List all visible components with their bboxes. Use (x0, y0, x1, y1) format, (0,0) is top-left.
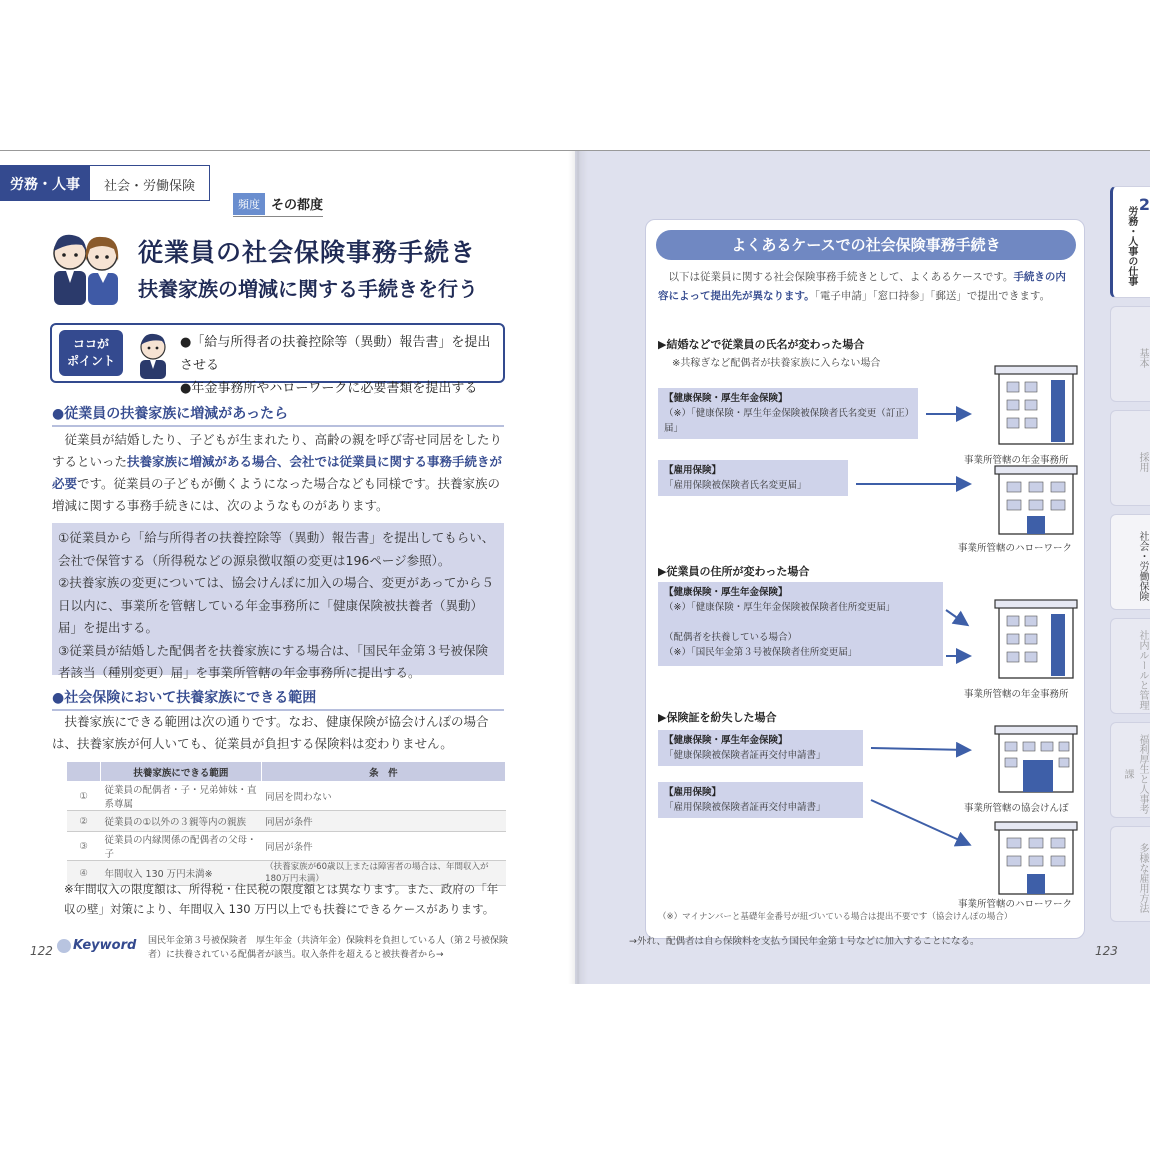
form-box: 【健康保険・厚生年金保険】 「健康保険被保険者証再交付申請書」 (658, 730, 863, 766)
page-subtitle: 扶養家族の増減に関する手続きを行う (138, 277, 478, 301)
destination-label: 事業所管轄の年金事務所 (964, 689, 1069, 700)
building-icon (991, 816, 1081, 896)
keyword-text: 国民年金第３号被保険者 厚生年金（共済年金）保険料を負担している人（第２号被保険者）に扶養されている配偶者が該当。収入条件を超えると被扶養者から→ (148, 936, 509, 960)
building-icon (991, 462, 1081, 536)
employees-illustration (48, 227, 124, 305)
chapter-tag: 労務・人事 (0, 165, 90, 201)
page-number: 123 (1095, 944, 1118, 958)
destination-label: 事業所管轄の年金事務所 (964, 455, 1069, 466)
list-item: ③従業員が結婚した配偶者を扶養家族にする場合は、「国民年金第３号被保険者該当（種別変更）届」を事業所管轄の年金事務所に提出する。 (58, 642, 488, 680)
form-box: 【健康保険・厚生年金保険】 （※）「健康保険・厚生年金保険被保険者住所変更届」 （配偶者を扶養している場合） （※）「国民年金第３号被保険者住所変更届」 (658, 582, 943, 666)
footnote: ※年間収入の限度額は、所得税・住民税の限度額とは異なります。また、政府の「年収の壁」対策により、年間収入 130 万円以上でも扶養にできるケースがあります。 (64, 882, 499, 916)
index-tab[interactable]: 採用 (1110, 410, 1150, 506)
procedure-list (52, 523, 504, 680)
book-spread (0, 150, 1150, 983)
highlight-text: 扶養家族に増減がある場合、会社では従業員に関する事務手続きが必要 (52, 454, 503, 491)
case-heading: ▶保険証を紛失した場合 (658, 711, 777, 724)
column-header: 扶養家族にできる範囲 (101, 762, 262, 782)
key-points-box (50, 323, 505, 396)
table-row: ① 従業員の配偶者・子・兄弟姉妹・直系尊属 同居を問わない (67, 782, 506, 811)
section-body: 扶養家族にできる範囲は次の通りです。なお、健康保険が協会けんぽの場合は、扶養家族が何人いても、従業員が負担する保険料は変わりません。 (52, 714, 489, 751)
building-icon (991, 358, 1081, 446)
dependents-table (66, 761, 506, 886)
destination-label: 事業所管轄の協会けんぽ (964, 803, 1069, 814)
table-header-row (67, 762, 506, 782)
key-points-list (180, 331, 503, 400)
list-item: ①従業員から「給与所得者の扶養控除等（異動）報告書」を提出してもらい、会社で保管する（所得税などの源泉徴収額の変更は196ページ参照）。 (58, 530, 495, 568)
cases-panel (645, 219, 1085, 939)
page-title: 従業員の社会保険事務手続き (138, 238, 477, 267)
right-page (575, 151, 1150, 984)
chapter-header (0, 165, 210, 201)
keyword-label: Keyword (57, 938, 136, 953)
frequency-badge: 頻度 (233, 193, 265, 215)
form-box: 【雇用保険】 「雇用保険被保険者氏名変更届」 (658, 460, 848, 496)
section-heading: ●従業員の扶養家族に増減があったら (52, 403, 504, 427)
table-row: ② 従業員の①以外の３親等内の親族 同居が条件 (67, 811, 506, 832)
index-tab[interactable]: 社内ルールと管理 (1110, 618, 1150, 714)
index-tab[interactable]: 福利厚生と人事考課 (1110, 722, 1150, 818)
highlight-text: 手続きの内容によって提出先が異なります。 (658, 271, 1066, 302)
key-point-item: ●「給与所得者の扶養控除等（異動）報告書」を提出させる (180, 335, 491, 373)
index-tab-active[interactable]: 2 労務・人事の仕事 (1110, 186, 1150, 298)
keyword-icon (57, 939, 71, 953)
index-tab[interactable]: 多様な雇用方法 (1110, 826, 1150, 922)
panel-title: よくあるケースでの社会保険事務手続き (656, 230, 1076, 260)
key-point-item: ●年金事務所やハローワークに必要書類を提出する (180, 381, 478, 396)
panel-footnote: （※）マイナンバーと基礎年金番号が紐づいている場合は提出不要です（協会けんぽの場合） (658, 912, 1013, 922)
left-page (0, 151, 575, 984)
destination-label: 事業所管轄のハローワーク (958, 543, 1073, 554)
destination-label: 事業所管轄のハローワーク (958, 899, 1073, 910)
building-icon (991, 592, 1081, 680)
person-icon (132, 329, 174, 379)
book-gutter (568, 151, 588, 984)
index-tab[interactable]: 社会・労働保険 (1110, 514, 1150, 610)
panel-intro: 以下は従業員に関する社会保険事務手続きとして、よくあるケースです。手続きの内容によって提出先が異なります。「電子申請」「窓口持参」「郵送」で提出できます。 (658, 271, 1066, 302)
keyword-continuation: →外れ、配偶者は自ら保険料を支払う国民年金第１号などに加入することになる。 (629, 936, 980, 947)
column-header: 条 件 (261, 762, 505, 782)
frequency-text: その都度 (271, 198, 324, 213)
table-row: ③ 従業員の内縁関係の配偶者の父母・子 同居が条件 (67, 832, 506, 861)
list-item: ②扶養家族の変更については、協会けんぽに加入の場合、変更があってから５日以内に、事業所を管轄している年金事務所に「健康保険被扶養者（異動）届」を提出する。 (58, 575, 494, 635)
case-subheading: ※共稼ぎなど配偶者が扶養家族に入らない場合 (672, 358, 881, 369)
table-row: ④ 年間収入 130 万円未満※ （扶養家族が60歳以上または障害者の場合は、年間収入が180万円未満） (67, 861, 506, 886)
building-icon (991, 720, 1081, 794)
page-number: 122 (30, 944, 53, 958)
case-heading: ▶従業員の住所が変わった場合 (658, 565, 810, 578)
section-body: 従業員が結婚したり、子どもが生まれたり、高齢の親を呼び寄せ同居をしたりするといった扶養家族に増減がある場合、会社では従業員に関する事務手続きが必要です。従業員の子どもが働くようになった場合なども同様です。扶養家族の増減に関する事務手続きには、次のようなものがあります。 (52, 432, 503, 513)
key-points-label: ココが ポイント (59, 330, 123, 376)
frequency-label (233, 191, 323, 217)
form-box: 【雇用保険】 「雇用保険被保険者証再交付申請書」 (658, 782, 863, 818)
case-heading: ▶結婚などで従業員の氏名が変わった場合 (658, 338, 865, 351)
index-tab[interactable]: 基本 (1110, 306, 1150, 402)
section-tag: 社会・労働保険 (90, 165, 210, 201)
form-box: 【健康保険・厚生年金保険】 （※）「健康保険・厚生年金保険被保険者氏名変更（訂正）届」 (658, 388, 918, 439)
section-heading: ●社会保険において扶養家族にできる範囲 (52, 687, 504, 711)
